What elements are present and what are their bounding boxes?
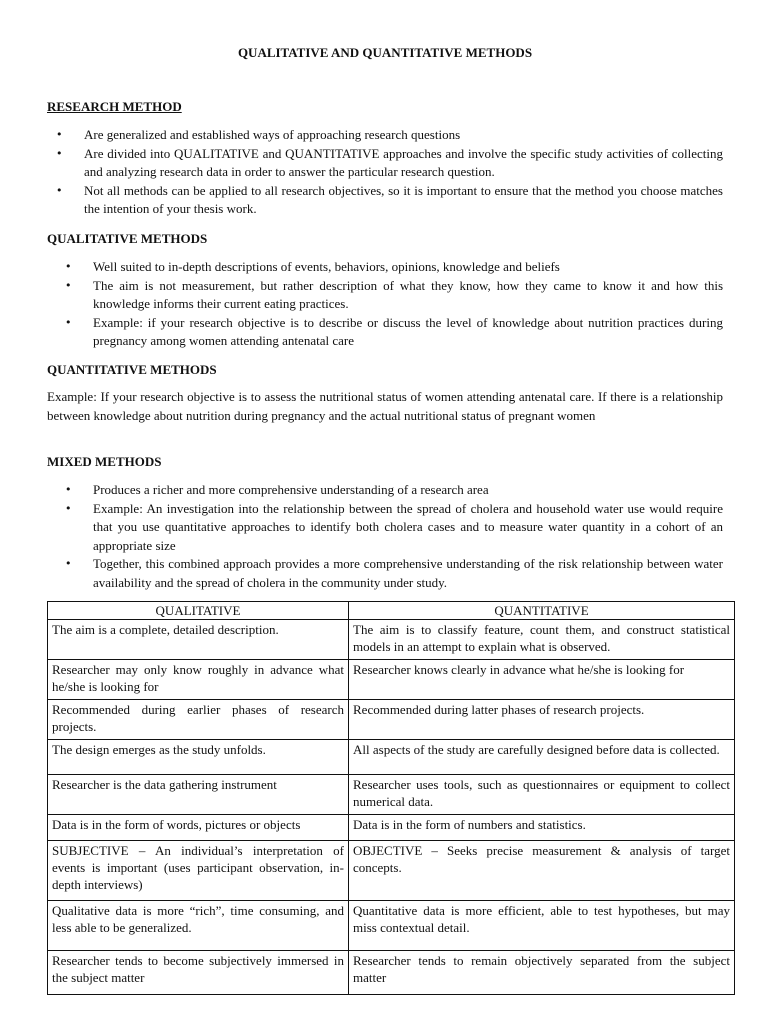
table-cell-qualitative: SUBJECTIVE – An individual’s interpretation of events is important (uses participant observation, in-depth interviews) [48, 841, 349, 901]
qualitative-methods-list [93, 258, 723, 351]
list-item: • Example: if your research objective is to describe or discuss the level of knowledge about nutrition practices during pregnancy among women attending antenatal care [93, 314, 723, 351]
table-row [48, 951, 735, 995]
list-item: • Together, this combined approach provides a more comprehensive understanding of the risk relationship between water availability and the spread of cholera in the community under study. [93, 555, 723, 592]
table-row [48, 660, 735, 700]
qualitative-methods-heading: QUALITATIVE METHODS [47, 231, 208, 246]
quantitative-methods-text: Example: If your research objective is to assess the nutritional status of women attending antenatal care. If there is a relationship between knowledge about nutrition during pregnancy and the actual nutritional status of pregnant women [47, 389, 723, 423]
comparison-table [47, 601, 735, 995]
list-item: • Well suited to in-depth descriptions of events, behaviors, opinions, knowledge and beliefs [93, 258, 723, 277]
column-header-qualitative: QUALITATIVE [48, 602, 349, 620]
table-cell-qualitative: Data is in the form of words, pictures or objects [48, 815, 349, 841]
table-cell-quantitative: Researcher tends to remain objectively separated from the subject matter [349, 951, 735, 995]
table-row [48, 740, 735, 775]
list-item: • Are divided into QUALITATIVE and QUANTITATIVE approaches and involve the specific study activities of collecting and analyzing research data in order to answer the particular research question. [84, 145, 723, 182]
table-cell-quantitative: The aim is to classify feature, count them, and construct statistical models in an attempt to explain what is observed. [349, 620, 735, 660]
table-cell-qualitative: Recommended during earlier phases of research projects. [48, 700, 349, 740]
list-item: • Example: An investigation into the relationship between the spread of cholera and household water use would require that you use quantitative approaches to identify both cholera cases and to measure water quantity in a cohort of an appropriate size [93, 500, 723, 556]
table-cell-quantitative: Quantitative data is more efficient, able to test hypotheses, but may miss contextual detail. [349, 901, 735, 951]
table-cell-quantitative: Data is in the form of numbers and statistics. [349, 815, 735, 841]
table-cell-qualitative: The design emerges as the study unfolds. [48, 740, 349, 775]
table-cell-qualitative: Researcher tends to become subjectively immersed in the subject matter [48, 951, 349, 995]
table-header-row [48, 602, 735, 620]
table-cell-quantitative: Researcher uses tools, such as questionnaires or equipment to collect numerical data. [349, 775, 735, 815]
mixed-methods-heading: MIXED METHODS [47, 454, 162, 469]
table-row [48, 901, 735, 951]
table-row [48, 620, 735, 660]
list-item: • Produces a richer and more comprehensive understanding of a research area [93, 481, 723, 500]
table-cell-quantitative: OBJECTIVE – Seeks precise measurement & analysis of target concepts. [349, 841, 735, 901]
table-row [48, 815, 735, 841]
table-row [48, 775, 735, 815]
quantitative-methods-heading: QUANTITATIVE METHODS [47, 362, 217, 377]
table-cell-qualitative: Researcher is the data gathering instrument [48, 775, 349, 815]
column-header-quantitative: QUANTITATIVE [349, 602, 735, 620]
table-cell-qualitative: Qualitative data is more “rich”, time consuming, and less able to be generalized. [48, 901, 349, 951]
list-item: • Not all methods can be applied to all research objectives, so it is important to ensure that the method you choose matches the intention of your thesis work. [84, 182, 723, 219]
table-cell-quantitative: Researcher knows clearly in advance what he/she is looking for [349, 660, 735, 700]
table-row [48, 700, 735, 740]
table-cell-qualitative: Researcher may only know roughly in advance what he/she is looking for [48, 660, 349, 700]
research-method-heading: RESEARCH METHOD [47, 99, 182, 114]
table-cell-qualitative: The aim is a complete, detailed description. [48, 620, 349, 660]
research-method-list [84, 126, 723, 219]
mixed-methods-list [93, 481, 723, 592]
document-title: QUALITATIVE AND QUANTITATIVE METHODS [237, 45, 533, 60]
table-cell-quantitative: All aspects of the study are carefully designed before data is collected. [349, 740, 735, 775]
list-item: • Are generalized and established ways of approaching research questions [84, 126, 723, 145]
table-row [48, 841, 735, 901]
list-item: • The aim is not measurement, but rather description of what they know, how they came to know it and how this knowledge informs their current eating practices. [93, 277, 723, 314]
table-cell-quantitative: Recommended during latter phases of research projects. [349, 700, 735, 740]
